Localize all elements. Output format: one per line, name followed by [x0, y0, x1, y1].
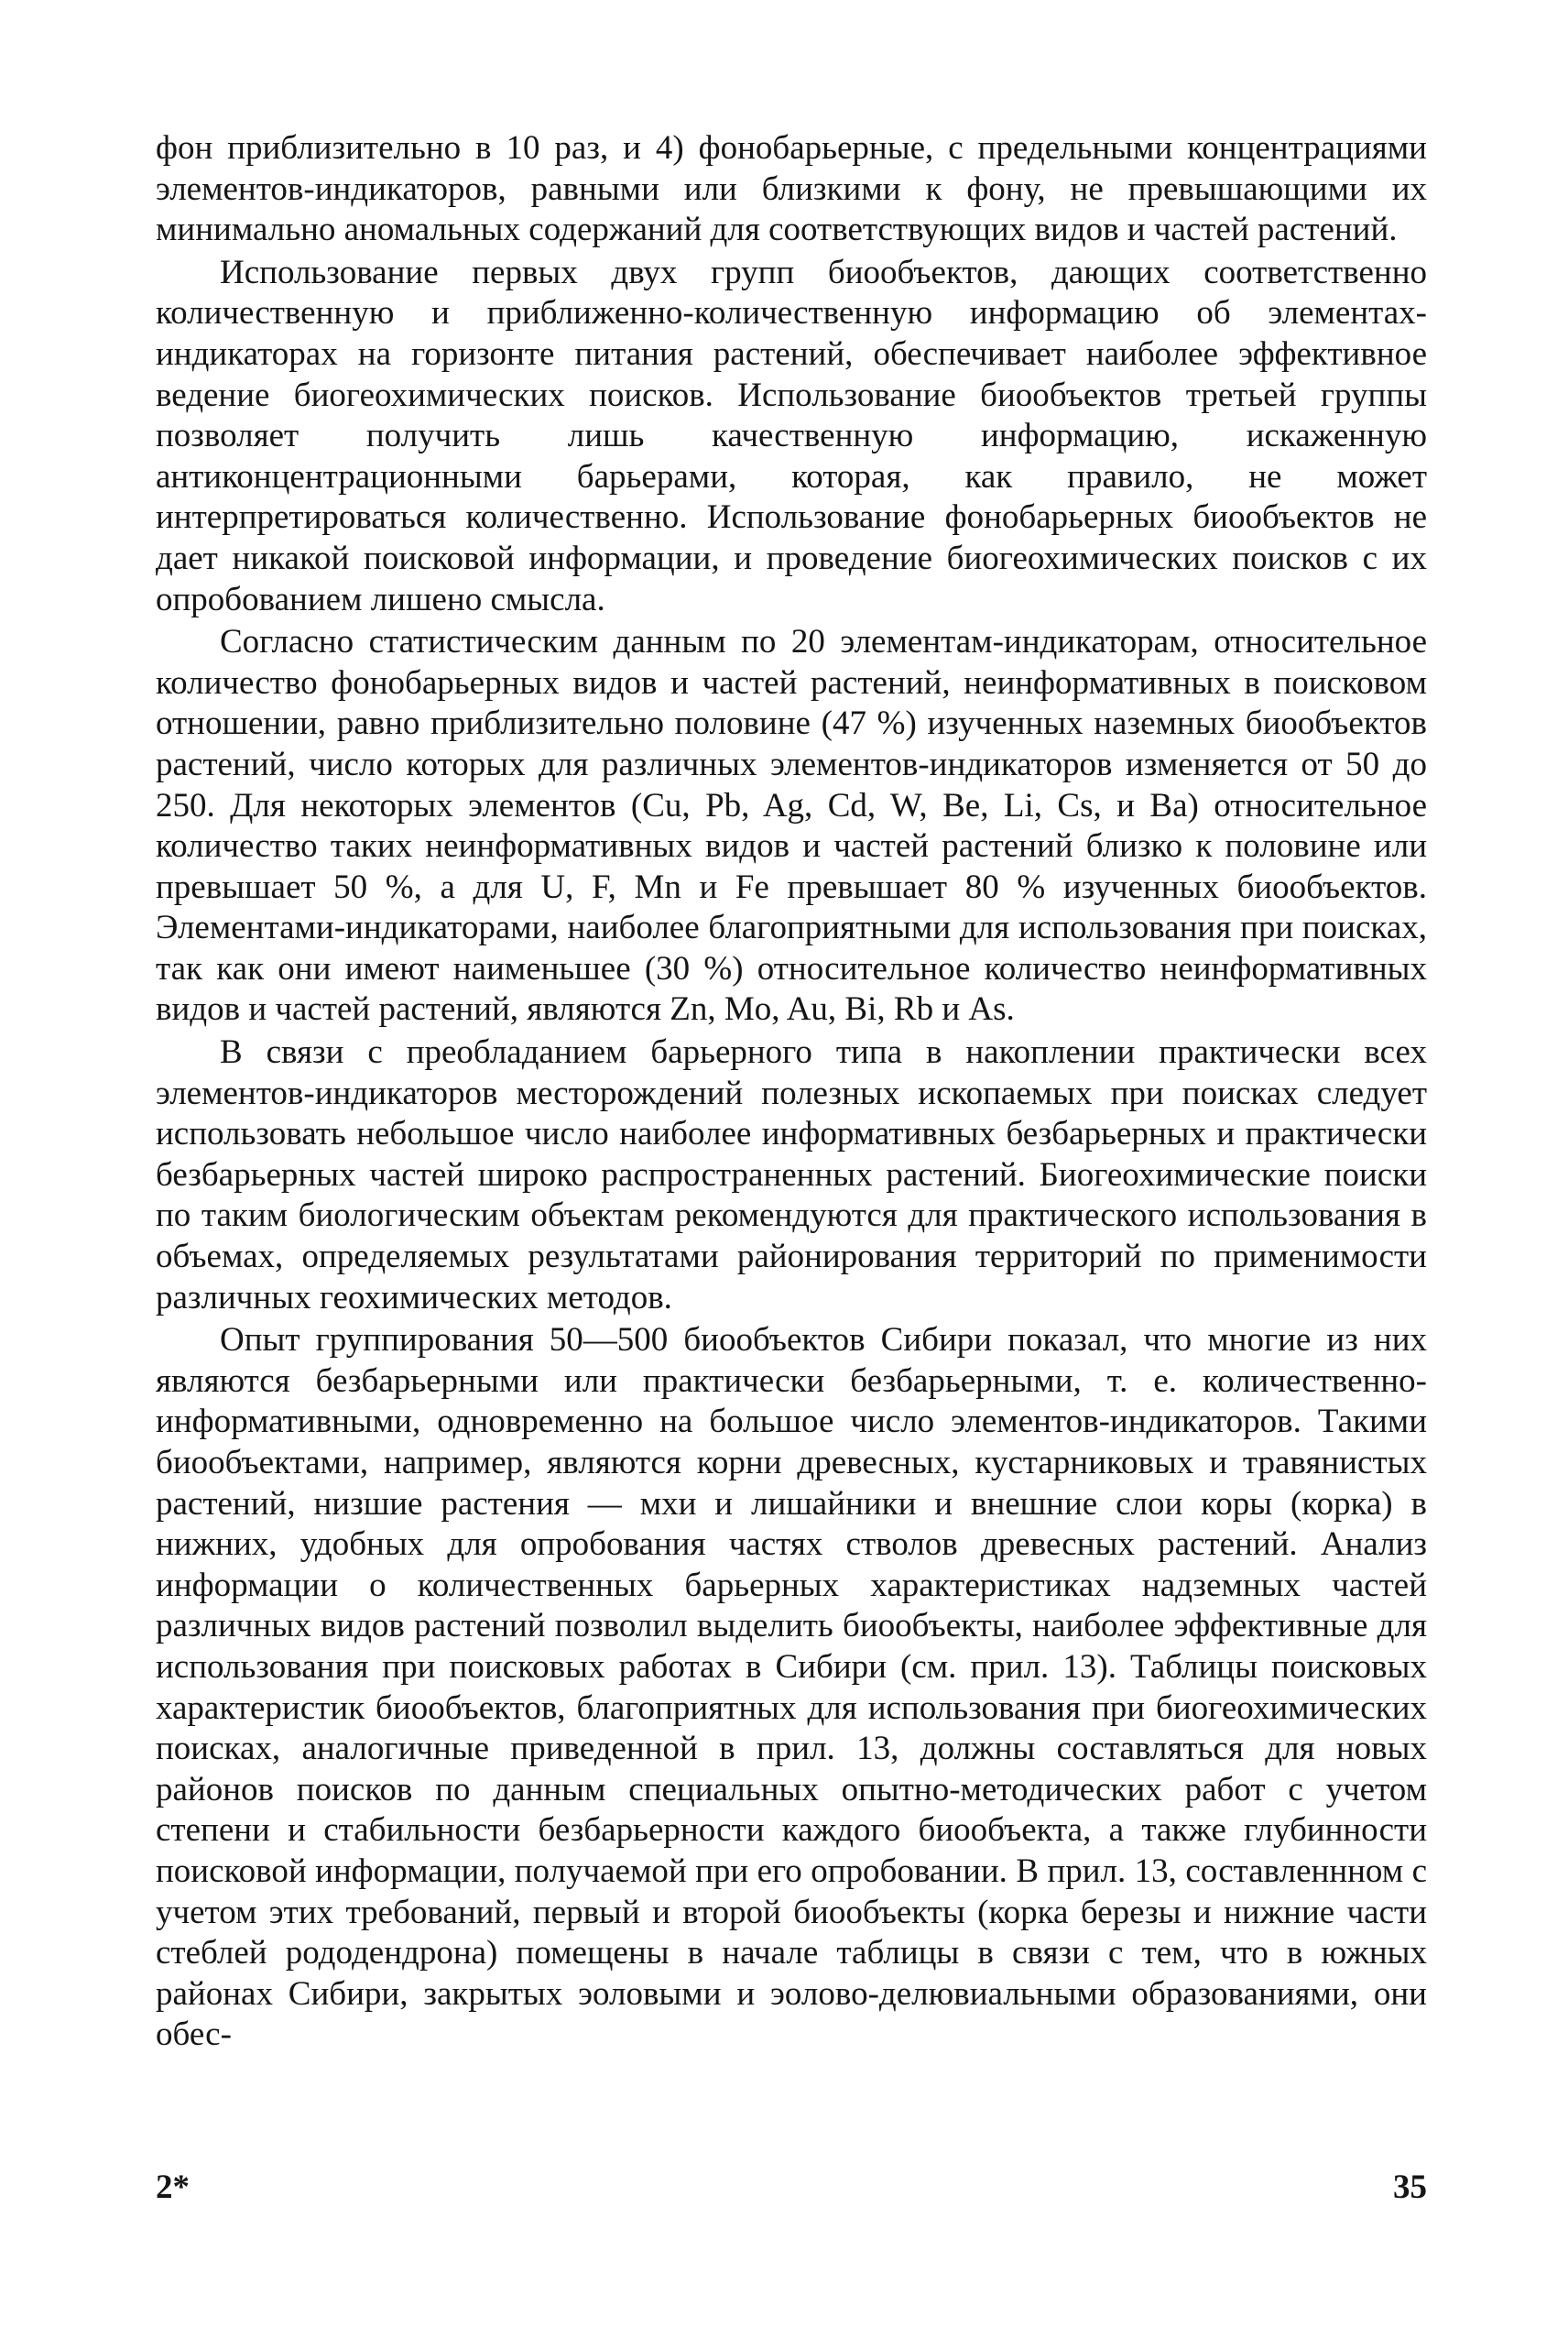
- paragraph-2: Использование первых двух групп биообъектов, дающих соответственно количественную и приближенно-количественную информацию об элементах-индикаторах на горизонте питания растений, обеспечивает наиболее эффективное ведение биогеохимических поисков. Использование биообъектов третьей группы позволяет получить лишь качественную информацию, искаженную антиконцентрационными барьерами, которая, как правило, не может интерпретироваться количественно. Использование фонобарьерных биообъектов не дает никакой поисковой информации, и проведение биогеохимических поисков с их опробованием лишено смысла.: [156, 253, 1427, 618]
- page-number: 35: [1393, 2169, 1427, 2206]
- paragraph-5: Опыт группирования 50—500 биообъектов Сибири показал, что многие из них являются безбарьерными или практически безбарьерными, т. е. количественно-информативными, одновременно на большое число элементов-индикаторов. Такими биообъектами, например, являются корни древесных, кустарниковых и травянистых растений, низшие растения — мхи и лишайники и внешние слои коры (корка) в нижних, удобных для опробования частях стволов древесных растений. Анализ информации о количественных барьерных характеристиках надземных частей различных видов растений позволил выделить биообъекты, наиболее эффективные для использования при поисковых работах в Сибири (см. прил. 13). Таблицы поисковых характеристик биообъектов, благоприятных для использования при биогеохимических поисках, аналогичные приведенной в прил. 13, должны составляться для новых районов поисков по данным специальных опытно-методических работ с учетом степени и стабильности безбарьерности каждого биообъекта, а также глубинности поисковой информации, получаемой при его опробовании. В прил. 13, составленнном с учетом этих требований, первый и второй биообъекты (корка березы и нижние части стеблей рододендрона) помещены в начале таблицы в связи с тем, что в южных районах Сибири, закрытых эоловыми и эолово-делювиальными образованиями, они обес-: [156, 1321, 1427, 2054]
- paragraph-1: фон приблизительно в 10 раз, и 4) фонобарьерные, с предельными концентрациями элементов-индикаторов, равными или близкими к фону, не превышающими их минимально аномальных содержаний для соответствующих видов и частей растений.: [156, 129, 1427, 249]
- body-text: [156, 128, 1427, 2056]
- paragraph-4: В связи с преобладанием барьерного типа в накоплении практически всех элементов-индикаторов месторождений полезных ископаемых при поисках следует использовать небольшое число наиболее информативных безбарьерных и практически безбарьерных частей широко распространенных растений. Биогеохимические поиски по таким биологическим объектам рекомендуются для практического использования в объемах, определяемых результатами районирования территорий по применимости различных геохимических методов.: [156, 1033, 1427, 1316]
- paragraph-3: Согласно статистическим данным по 20 элементам-индикаторам, относительное количество фонобарьерных видов и частей растений, неинформативных в поисковом отношении, равно приблизительно половине (47 %) изученных наземных биообъектов растений, число которых для различных элементов-индикаторов изменяется от 50 до 250. Для некоторых элементов (Cu, Pb, Ag, Cd, W, Be, Li, Cs, и Ba) относительное количество таких неинформативных видов и частей растений близко к половине или превышает 50 %, а для U, F, Mn и Fe превышает 80 % изученных биообъектов. Элементами-индикаторами, наиболее благоприятными для использования при поисках, так как они имеют наименьшее (30 %) относительное количество неинформативных видов и частей растений, являются Zn, Mo, Au, Bi, Rb и As.: [156, 623, 1427, 1029]
- printer-signature-mark: 2*: [156, 2169, 190, 2206]
